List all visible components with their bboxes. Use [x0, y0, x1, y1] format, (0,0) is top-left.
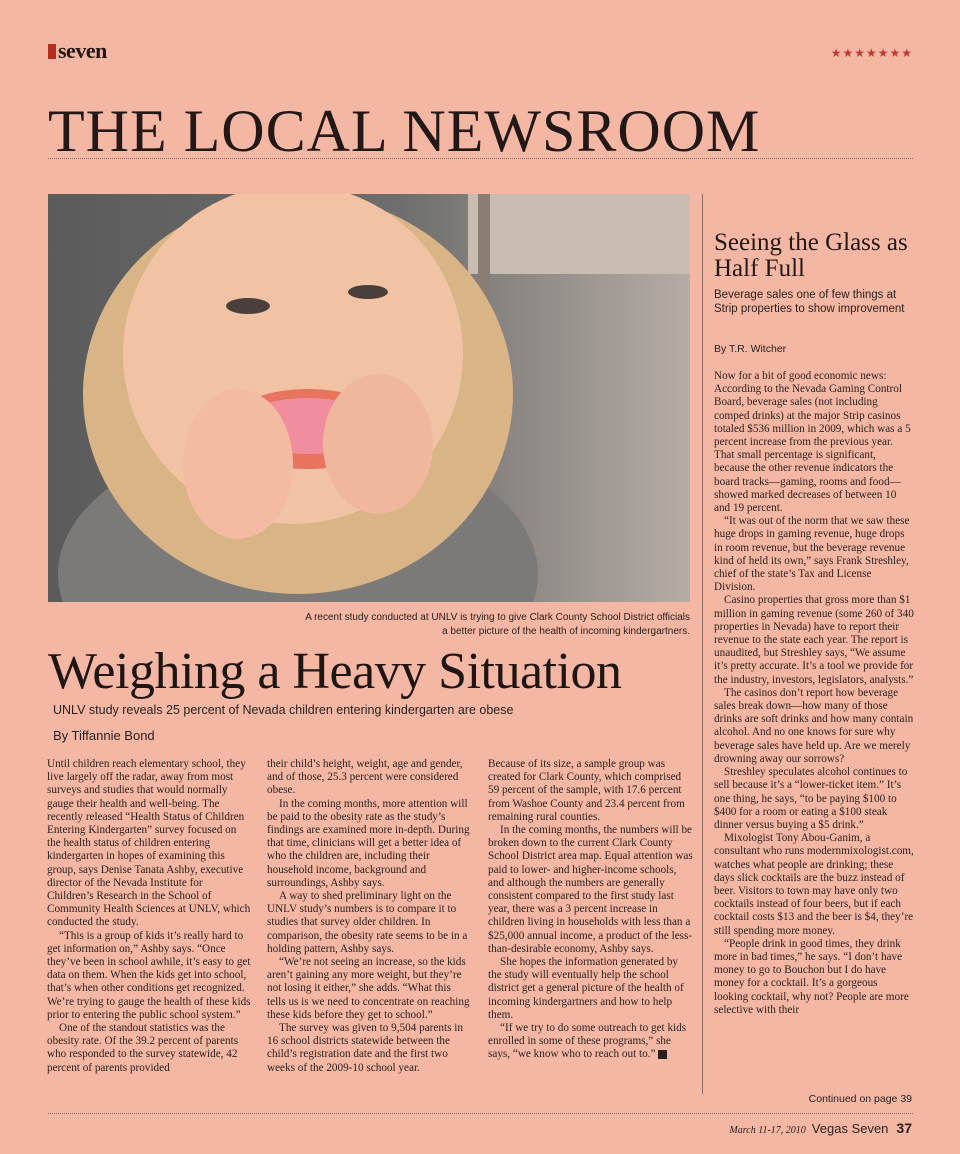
page-footer [729, 1120, 912, 1136]
paragraph: Because of its size, a sample group was created for Clark County, which comprised 59 percent of the sample, with 17.6 percent from Washoe County and 23.4 percent from remaining rural counties. [488, 758, 685, 823]
issue-date: March 11-17, 2010 [729, 1125, 806, 1136]
sidebar-dek: Beverage sales one of few things at Strip properties to show improvement [714, 289, 905, 315]
end-mark-icon: 7 [658, 1050, 667, 1059]
paragraph: Now for a bit of good economic news: According to the Nevada Gaming Control Board, beverage sales (not including comped drinks) at the major Strip casinos totaled $536 million in 2009, which was a 5 percent increase from the previous year. That small percentage is significant, because the other revenue indicators the board tracks—gaming, rooms and food—showed marked decreases of between 10 and 19 percent. [714, 370, 911, 515]
paragraph: Mixologist Tony Abou-Ganim, a consultant who runs modernmixologist.com, watches what people are drinking; these days slick cocktails are the buzz instead of beer. Visitors to town may have only two cocktails instead of four beers, but if each cocktail costs $13 and the beer is $4, they’re still spending more money. [714, 832, 914, 937]
child-eating-donut-photo [48, 194, 690, 602]
bottom-dotted-divider [48, 1113, 913, 1114]
paragraph: Until children reach elementary school, they live largely off the radar, away from most surveys and studies that would normally gauge their health and well-being. The recently released “Health Status of Children Entering Kindergarten” survey focused on the health status of children entering kindergarten in hopes of examining this group, says Denise Tanata Ashby, executive director of the Nevada Institute for Children’s Research in the School of Community Health Sciences at UNLV, which conducted the study. [47, 758, 251, 929]
logo-text: seven [58, 38, 107, 63]
paragraph: She hopes the information generated by the study will eventually help the school district get a general picture of the health of incoming kindergartners and how to help them. [488, 956, 684, 1021]
article-headline: Weighing a Heavy Situation [48, 643, 622, 700]
rating-stars: ★★★★★★★ [830, 46, 913, 60]
photo-illustration [48, 194, 690, 602]
article-column-2 [267, 758, 472, 1075]
page-number: 37 [896, 1120, 912, 1136]
article-dek: UNLV study reveals 25 percent of Nevada children entering kindergarten are obese [53, 703, 514, 717]
section-title: THE LOCAL NEWSROOM [48, 98, 761, 164]
paragraph: “This is a group of kids it’s really hard to get information on,” Ashby says. “Once they’ve been in school awhile, it’s easy to get data on them. When the kids get into school, that’s when other conditions get recognized. We’re trying to gauge the health of these kids prior to entering the public school system.” [47, 929, 251, 1021]
paragraph: In the coming months, more attention will be paid to the obesity rate as the study’s findings are examined more in-depth. During that time, clinicians will get a better idea of who the children are, including their household income, background and surroundings, Ashby says. [267, 797, 470, 889]
paragraph: “People drink in good times, they drink more in bad times,” he says. “I don’t have money to go to Bouchon but I do have money for a cocktail. It’s a gorgeous looking cocktail, why not? People are more selective with their [714, 937, 909, 1016]
paragraph: Casino properties that gross more than $1 million in gaming revenue (some 260 of 340 properties in Nevada) have to report their revenue to the state each year. The report is unaudited, but Streshley says, “We assume it’s pretty accurate. It’s a tool we provide for the industry, investors, legislators, analysts.” [714, 594, 914, 686]
sidebar-body [714, 370, 914, 1017]
sidebar-byline: By T.R. Witcher [714, 343, 787, 355]
paragraph: “We’re not seeing an increase, so the kids aren’t gaining any more weight, but they’re not losing it either,” she adds. “What this tells us is we need to concentrate on reaching these kids before they get to school.” [267, 956, 470, 1021]
top-dotted-divider [48, 158, 913, 159]
paragraph [488, 1022, 693, 1062]
sidebar-title: Seeing the Glass as Half Full [714, 229, 908, 282]
logo-accent-bar [48, 44, 56, 59]
paragraph: A way to shed preliminary light on the UNLV study’s numbers is to compare it to studies that survey older children. In comparison, the obesity rate seems to be in a holding pattern, Ashby says. [267, 890, 468, 955]
article-column-3 [488, 758, 693, 1062]
paragraph: Streshley speculates alcohol continues to sell because it’s a “lower-ticket item.” It’s one thing, he says, “to be paying $100 to $400 for a room or eating a $100 steak dinner versus buying a $5 drink.” [714, 766, 908, 831]
photo-caption: A recent study conducted at UNLV is trying to give Clark County School District officials a better picture of the health of incoming kindergartners. [305, 612, 690, 637]
paragraph: The survey was given to 9,504 parents in 16 school districts statewide between the child’s registration date and the first two weeks of the 2009-10 school year. [267, 1022, 463, 1074]
paragraph: In the coming months, the numbers will be broken down to the current Clark County School District area map. Equal attention was paid to lower- and higher-income schools, and although the numbers are generally consistent compared to the first study last year, there was a 3 percent increase in children living in households with less than a $25,000 annual income, a product of the less-than-desirable economy, Ashby says. [488, 824, 693, 955]
paragraph: their child’s height, weight, age and gender, and of those, 25.3 percent were considered obese. [267, 758, 463, 797]
article-column-1 [47, 758, 252, 1075]
vegas-seven-logo [48, 40, 107, 62]
continued-on-link[interactable]: Continued on page 39 [808, 1093, 912, 1105]
paragraph: The casinos don’t report how beverage sales break down—how many of those drinks are soft drinks and how many contain alcohol. And no one knows for sure why beverage sales have held up. Are we merely drowning away our sorrows? [714, 686, 914, 765]
sidebar-divider [702, 194, 703, 1094]
paragraph-text: “If we try to do some outreach to get kids enrolled in some of these programs,” she says, “we know who to reach out to.” [488, 1022, 687, 1061]
paragraph: One of the standout statistics was the obesity rate. Of the 39.2 percent of parents who responded to the survey statewide, 42 percent of parents provided [47, 1022, 239, 1074]
masthead [48, 40, 913, 70]
article-byline: By Tiffannie Bond [53, 728, 155, 743]
publication-name: Vegas Seven [811, 1121, 889, 1136]
paragraph: “It was out of the norm that we saw these huge drops in gaming revenue, huge drops in room revenue, but the beverage revenue kind of held its own,” says Frank Streshley, chief of the state’s Tax and License Division. [714, 515, 910, 594]
